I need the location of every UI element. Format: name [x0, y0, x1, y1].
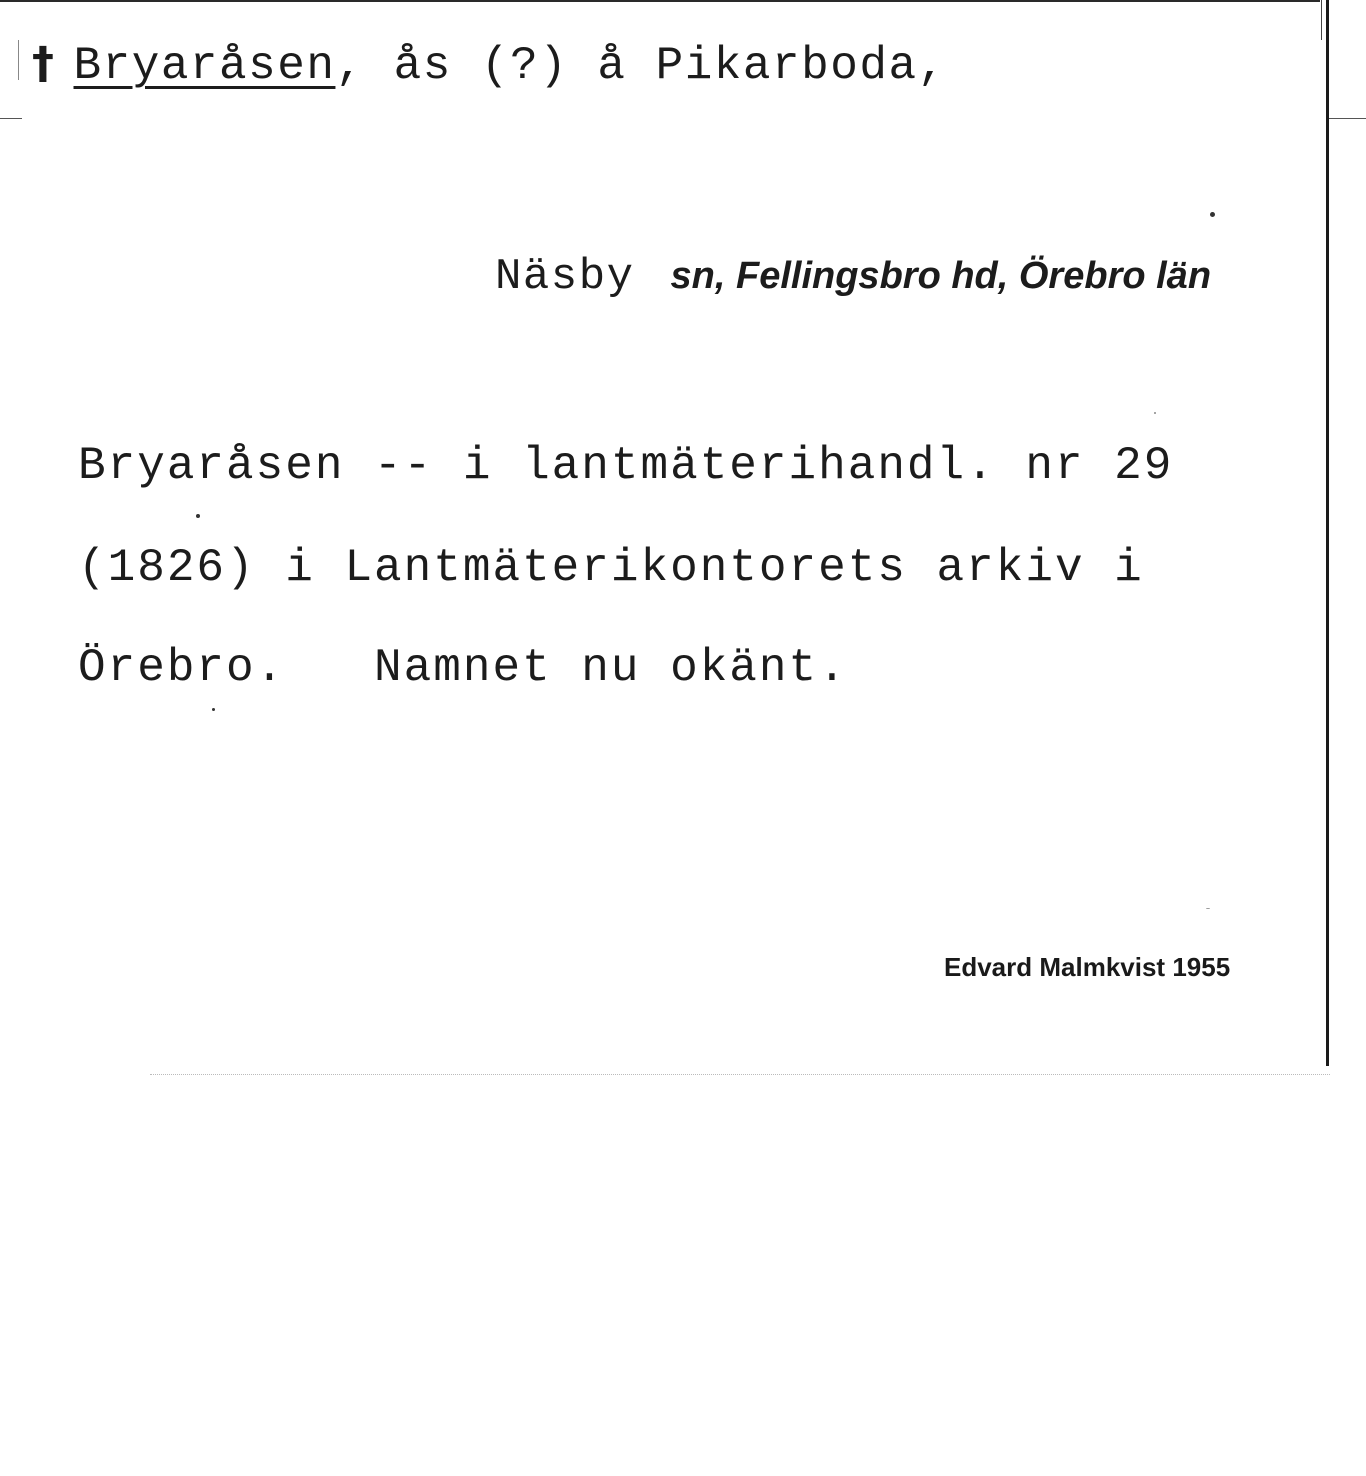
left-edge-mark [18, 40, 19, 80]
speck [212, 708, 215, 711]
speck [1210, 212, 1215, 217]
headword-line [32, 38, 947, 92]
parish-name: Näsby [495, 252, 635, 302]
body-line-3: Örebro. Namnet nu okänt. [78, 642, 848, 694]
speck [196, 514, 200, 518]
signature: Edvard Malmkvist 1955 [944, 952, 1231, 982]
headword-description: , ås (?) å Pikarboda, [335, 40, 947, 92]
card-top-edge [0, 0, 1320, 2]
dagger-icon: † [32, 38, 56, 89]
card-bottom-edge [150, 1074, 1330, 1075]
location-line [495, 252, 1211, 302]
body-line-2: (1826) i Lantmäterikontorets arkiv i [78, 542, 1144, 594]
headword: Bryaråsen [73, 40, 336, 92]
right-margin-tick [1329, 118, 1366, 119]
left-margin-tick [0, 118, 22, 119]
card-right-edge [1326, 0, 1329, 1066]
printed-location-suffix: sn, Fellingsbro hd, Örebro län [670, 255, 1212, 297]
card-right-edge-outer [1321, 0, 1322, 40]
speck [1154, 412, 1156, 414]
body-line-1: Bryaråsen -- i lantmäterihandl. nr 29 [78, 440, 1174, 492]
speck [1206, 908, 1210, 909]
